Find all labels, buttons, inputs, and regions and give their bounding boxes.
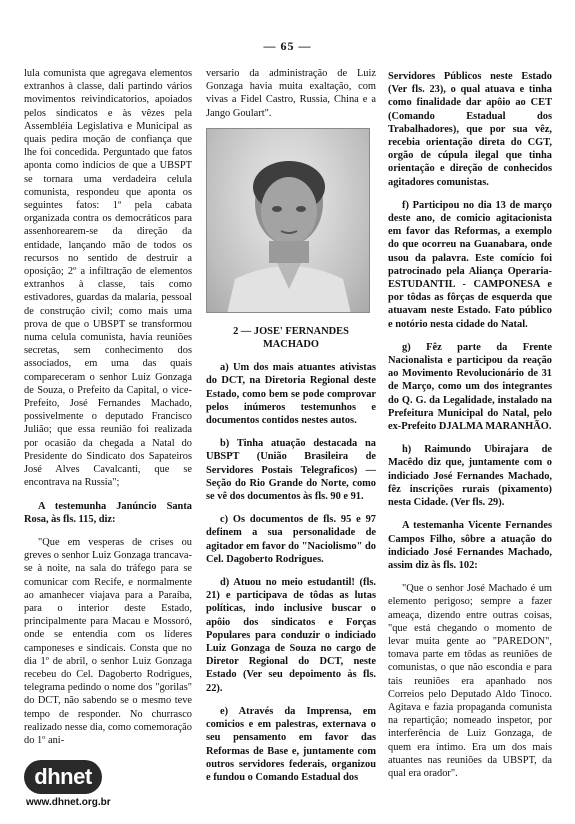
list-item: g) Fêz parte da Frente Nacionalista e participou da reação ao Movimento Revolucionário de 31 de Março, como um dos integrantes do Q. G. da Legalidade, instalado na Prefeitura Municipal do Natal, pelo ex-Prefeito DJALMA MARANHÃO.	[388, 341, 552, 433]
paragraph: Servidores Públicos neste Estado (Ver fls. 23), o qual atuava e tinha como finalidade dar apôio ao CET (Comando Estadual dos Trabalhadores), que por sua vêz, recebia orientação direta do CGT, orgão de cúpula ilegal que tinha orientação e direção de conhecidos agitadores comunistas.	[388, 71, 552, 188]
list-item: d) Atuou no meio estudantil! (fls. 21) e participava de tôdas as lutas políticas, indo inclusive buscar o apôio dos sindicatos e Forças Populares para conduzir o indiciado Luiz Gonzaga de Souza no cargo de Diretor Regional do DCT, neste Estado (Ver seu depoimento às fls. 22).	[206, 577, 376, 694]
portrait-photo	[206, 128, 370, 313]
page-number: — 65 —	[263, 39, 312, 53]
list-item: f) Participou no dia 13 de março deste ano, de comicio agitacionista em favor das Reformas, a exemplo do que ocorreu na Guanabara, onde usou da palavra. Este comício foi patrocinado pela Aliança Operaria-ESTUDANTIL - CAMPONESA e por tôdas as fôrças de esquerda que atuavam neste Estado. Fato público e notório nesta cidade do Natal.	[388, 199, 552, 330]
paragraph: A testemanha Vicente Fernandes Campos Filho, sôbre a atuação do indiciado José Fernandes Machado, assim diz às fls. 102:	[388, 520, 552, 571]
list-item: c) Os documentos de fls. 95 e 97 definem a sua personalidade de agitador em favor do "Naciolismo" do Cel. Dagoberto Rodrigues.	[206, 514, 376, 565]
list-item: b) Tinha atuação destacada na UBSPT (União Brasileira de Servidores Postais Telegraficos) — Seção do Rio Grande do Norte, como se vê dos documentos às fls. 90 e 91.	[206, 438, 376, 503]
paragraph: versario da administração de Luiz Gonzaga havia muita exaltação, com vivas a Fidel Castro, Russia, China e a Jango Goulart".	[206, 68, 376, 119]
list-item: h) Raimundo Ubirajara de Macêdo diz que, juntamente com o indiciado José Fernandes Machado, fêz inscrições rurais (pixamento) nesta Cidade. (Ver fls. 29).	[388, 444, 552, 509]
section-heading: 2 — JOSE' FERNANDES MACHADO	[233, 325, 349, 351]
list-item: a) Um dos mais atuantes ativistas do DCT, na Diretoria Regional deste Estado, como bem se pode comprovar pelos inúmeros testemunhos e documentos contidos nestes autos.	[206, 362, 376, 427]
dhnet-logo: dhnet	[24, 760, 102, 794]
list-item: e) Através da Imprensa, em comicios e em palestras, externava o seu pensamento em favor das Reformas de Base e, juntamente com outros servidores federais, organizou e fundou o Comando Estadual dos	[206, 705, 376, 783]
column-middle	[206, 67, 376, 784]
section-heading: A testemunha Janúncio Santa Rosa, às fls. 115, diz:	[24, 500, 192, 525]
paragraph: lula comunista que agregava elementos extranhos à classe, dali partindo vários movimentos reivindicatorios, apoiados pelos sindicatos e às vêzes pela Assembléia Legislativa e Municipal as quais pedira moção de confiança que lhe foi concedida. Perguntado que fatos aponta como indícios de que a UBSPT se tornara uma verdadeira celula comunista, respondeu que aponta os seguintes fatos: 1º pela cabata organizada contra os democráticos para assenhorearem-se da direção da entidade, lançando mão de todos os recursos no sentido de destruir a oposição; 2º a infiltração de elementos extranhos à classe, tais como estivadores, guardas da malaria, pessoal de construção civil; como mais uma prova de que o UBSPT se transformou numa celula comunista, havia reuniões secretas, sem conhecimento dos associados, em uma das quais compareceram o senhor Luiz Gonzaga de Souza, o Prefeito da Capital, o vice-Prefeito, José Fernandes Machado, possivelmente o deputado Francisco Julião; que essa reunião foi realizada por ocasião da chegada a Natal do Presidente do Sindicato dos Sapateiros José Alves Cavalcanti, que se encontrava na Russia";	[24, 68, 192, 489]
site-url: www.dhnet.org.br	[26, 797, 111, 808]
column-right	[388, 70, 552, 780]
quote-paragraph: "Que o senhor José Machado é um elemento perigoso; sempre a fazer ameaça, dizendo entre outras coisas, "que está chegando o momento de levar muita gente ao "PAREDON", tomava parte em tôdas as reuniões de comunistas, o que não escondia e para tais reuniões era apanhado nos Correios pelo Deputado Aldo Tinoco. Agitava e fazia propaganda comunista na repartição; nomeado inspetor, por interferência de Luiz Gonzaga, de quem era íntimo. Era um dos mais atuantes nas reuniões da UBSPT, da qual era orador".	[388, 583, 552, 779]
quote-paragraph: "Que em vesperas de crises ou greves o senhor Luiz Gonzaga trancava-se à noite, na sala do tráfego para se comunicar com Recife, e normalmente ao amanhecer viajava para a Paraíba, para o interior deste Estado, principalmente para Macau e Mossoró, onde se entendia com os líderes camponeses e sindicais. Consta que no dia 1º de abril, o senhor Luiz Gonzaga recebeu do Cel. Dagoberto Rodrigues, telegrama pedindo o nome dos "gorilas" do DCT, não sabendo se o mesmo teve tempo de responder. No churrasco realizado nesse dia, como comemoração do 1º ani-	[24, 536, 192, 746]
column-left	[24, 67, 192, 747]
